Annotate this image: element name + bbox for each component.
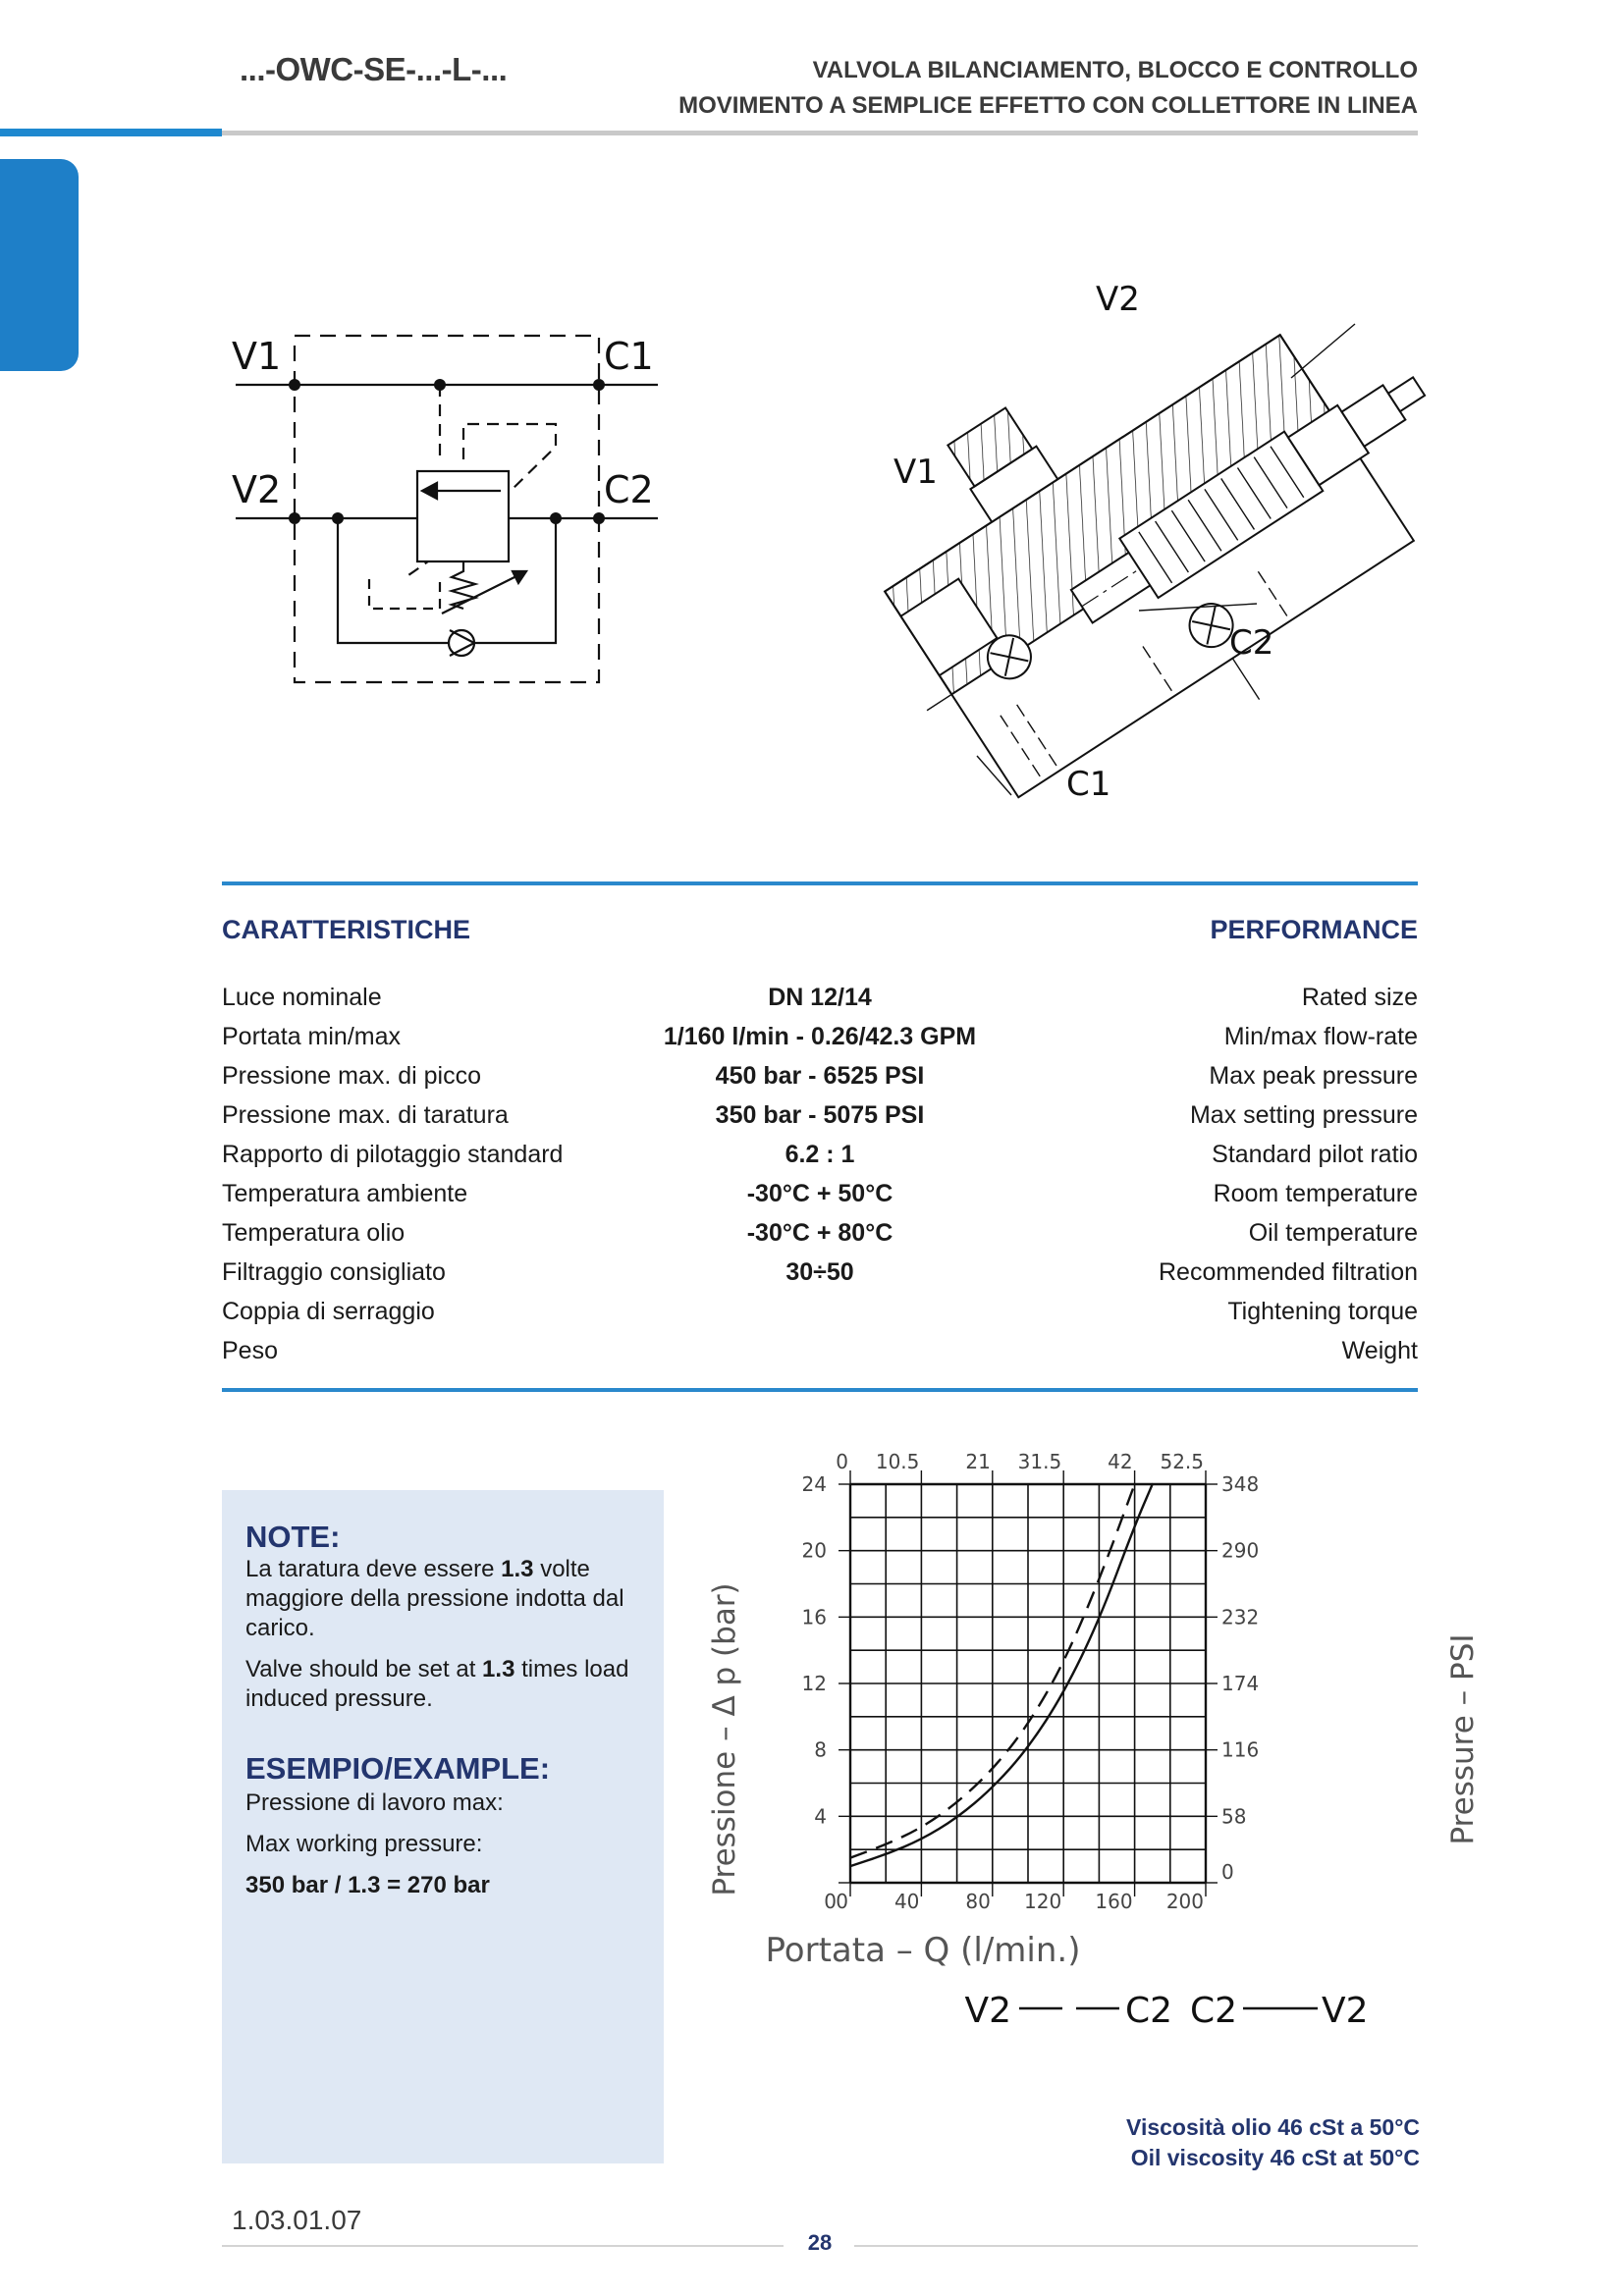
y-tick-label-right: 348 [1221, 1472, 1260, 1496]
y-tick-label-right: 174 [1221, 1672, 1260, 1695]
note-heading: NOTE: [245, 1520, 341, 1554]
specs-title-en: PERFORMANCE [1210, 915, 1418, 944]
x-tick-label: 80 [965, 1890, 991, 1913]
x-tick-label: 160 [1095, 1890, 1133, 1913]
section-label-v2: V2 [1096, 280, 1140, 319]
document-code: ...-OWC-SE-...-L-... [240, 51, 508, 87]
y-tick-label-right: 290 [1221, 1538, 1260, 1563]
spec-value: 6.2 : 1 [785, 1141, 855, 1168]
viscosity-note [1126, 2112, 1420, 2173]
y-tick-label: 24 [801, 1472, 827, 1496]
specs-top-rule [222, 881, 1418, 885]
section-label-c1: C1 [1066, 765, 1111, 804]
hydraulic-schematic [216, 314, 687, 707]
spec-value: -30°C + 80°C [746, 1219, 893, 1247]
spec-label-it: Temperatura ambiente [222, 1180, 468, 1207]
note-box [222, 1490, 664, 2163]
x-tick-label-top: 21 [965, 1450, 991, 1473]
example-line-2: Max working pressure: [245, 1831, 483, 1857]
pressure-drop-chart [687, 1443, 1481, 2052]
note-text-en: Valve should be set at 1.3 times load induced pressure. [245, 1656, 629, 1712]
spec-label-en: Room temperature [1213, 1180, 1418, 1207]
header-rule-accent [0, 129, 222, 136]
section-tab [0, 159, 79, 371]
spec-label-it: Coppia di serraggio [222, 1298, 435, 1325]
specs-title-it: CARATTERISTICHE [222, 915, 470, 944]
x-tick-label-top: 31.5 [1017, 1450, 1062, 1473]
specs-values [628, 978, 1011, 1370]
spec-value: DN 12/14 [768, 984, 872, 1011]
y-axis-label-right: Pressure – PSI [1445, 1633, 1481, 1845]
spec-label-it: Portata min/max [222, 1023, 402, 1050]
viscosity-it: Viscosità olio 46 cSt a 50°C [1126, 2114, 1420, 2140]
footer-code: 1.03.01.07 [232, 2205, 362, 2235]
page-number: 28 [807, 2230, 833, 2255]
spec-label-en: Rated size [1301, 984, 1418, 1011]
spec-value: 1/160 l/min - 0.26/42.3 GPM [663, 1023, 977, 1050]
header-rule [222, 131, 1418, 135]
spec-value: -30°C + 50°C [746, 1180, 893, 1207]
x-tick-label: 200 [1165, 1890, 1204, 1913]
footer-rule-right [854, 2245, 1418, 2247]
document-title [678, 53, 1418, 124]
spec-label-en: Oil temperature [1248, 1219, 1418, 1247]
y-tick-label-right: 116 [1221, 1737, 1260, 1762]
schematic-label-v1: V1 [232, 335, 282, 378]
spec-label-en: Min/max flow-rate [1223, 1023, 1418, 1050]
x-tick-label: 0 [836, 1890, 848, 1913]
y-tick-label-right: 0 [1221, 1860, 1234, 1884]
chart-legend [964, 1991, 1368, 2031]
spec-label-it: Filtraggio consigliato [222, 1258, 446, 1286]
spec-label-en: Recommended filtration [1158, 1258, 1418, 1286]
x-axis-label: Portata – Q (l/min.) [765, 1931, 1081, 1970]
legend-to-label: C2 [1125, 1991, 1173, 2031]
spec-label-it: Rapporto di pilotaggio standard [222, 1141, 564, 1168]
example-line-3: 350 bar / 1.3 = 270 bar [245, 1872, 490, 1898]
legend-from-label: V2 [964, 1991, 1011, 2031]
spec-value [628, 1331, 1011, 1370]
viscosity-en: Oil viscosity 46 cSt at 50°C [1130, 2145, 1420, 2170]
spec-label-it: Pressione max. di picco [222, 1062, 482, 1090]
schematic-label-c1: C1 [604, 335, 654, 378]
spec-label-it: Pressione max. di taratura [222, 1101, 509, 1129]
x-tick-label-top: 42 [1108, 1450, 1133, 1473]
spec-label-en: Standard pilot ratio [1212, 1141, 1418, 1168]
spec-label-en: Max setting pressure [1189, 1101, 1418, 1129]
example-heading: ESEMPIO/EXAMPLE: [245, 1751, 551, 1786]
schematic-label-v2: V2 [232, 468, 282, 511]
section-label-v1: V1 [893, 453, 938, 492]
x-tick-label: 120 [1024, 1890, 1062, 1913]
spec-value [628, 1292, 1011, 1331]
spec-value: 350 bar - 5075 PSI [715, 1101, 925, 1129]
y-tick-label: 4 [814, 1804, 827, 1829]
valve-cross-section [844, 265, 1434, 834]
chart-grid [850, 1484, 1206, 1883]
legend-to-label: V2 [1322, 1991, 1369, 2031]
series-line-c2-v2 [850, 1484, 1153, 1866]
spec-label-en: Weight [1341, 1337, 1418, 1364]
y-tick-label: 8 [814, 1737, 827, 1762]
spec-label-en: Tightening torque [1227, 1298, 1418, 1325]
spec-label-en: Max peak pressure [1209, 1062, 1418, 1090]
title-line-2: MOVIMENTO A SEMPLICE EFFETTO CON COLLETTORE IN LINEA [678, 92, 1418, 119]
section-label-c2: C2 [1229, 623, 1274, 663]
title-line-1: VALVOLA BILANCIAMENTO, BLOCCO E CONTROLLO [812, 57, 1418, 83]
spec-value: 450 bar - 6525 PSI [715, 1062, 925, 1090]
spec-value: 30÷50 [785, 1258, 854, 1286]
y-axis-label: Pressione – Δ p (bar) [707, 1582, 742, 1896]
x-tick-label-top: 52.5 [1160, 1450, 1204, 1473]
spec-label-it: Peso [222, 1337, 278, 1364]
spec-label-it: Luce nominale [222, 984, 382, 1011]
legend-from-label: C2 [1189, 1991, 1237, 2031]
x-tick-label-top: 0 [836, 1450, 848, 1473]
y-tick-label: 12 [801, 1672, 827, 1695]
specs-labels-en [1159, 978, 1418, 1370]
y-tick-label-right: 232 [1221, 1605, 1260, 1629]
spec-label-it: Temperatura olio [222, 1219, 406, 1247]
x-tick-label: 40 [893, 1890, 920, 1913]
schematic-label-c2: C2 [604, 468, 654, 511]
y-tick-label: 16 [801, 1605, 827, 1629]
note-text-it: La taratura deve essere 1.3 volte maggiore della pressione indotta dal carico. [245, 1556, 624, 1641]
y-tick-label-right: 58 [1221, 1804, 1247, 1829]
y-tick-label: 0 [824, 1890, 837, 1913]
x-tick-label-top: 10.5 [875, 1450, 920, 1473]
specs-labels-it [222, 978, 563, 1370]
footer-rule-left [222, 2245, 784, 2247]
specs-bottom-rule [222, 1388, 1418, 1392]
example-line-1: Pressione di lavoro max: [245, 1789, 504, 1816]
y-tick-label: 20 [801, 1538, 827, 1563]
